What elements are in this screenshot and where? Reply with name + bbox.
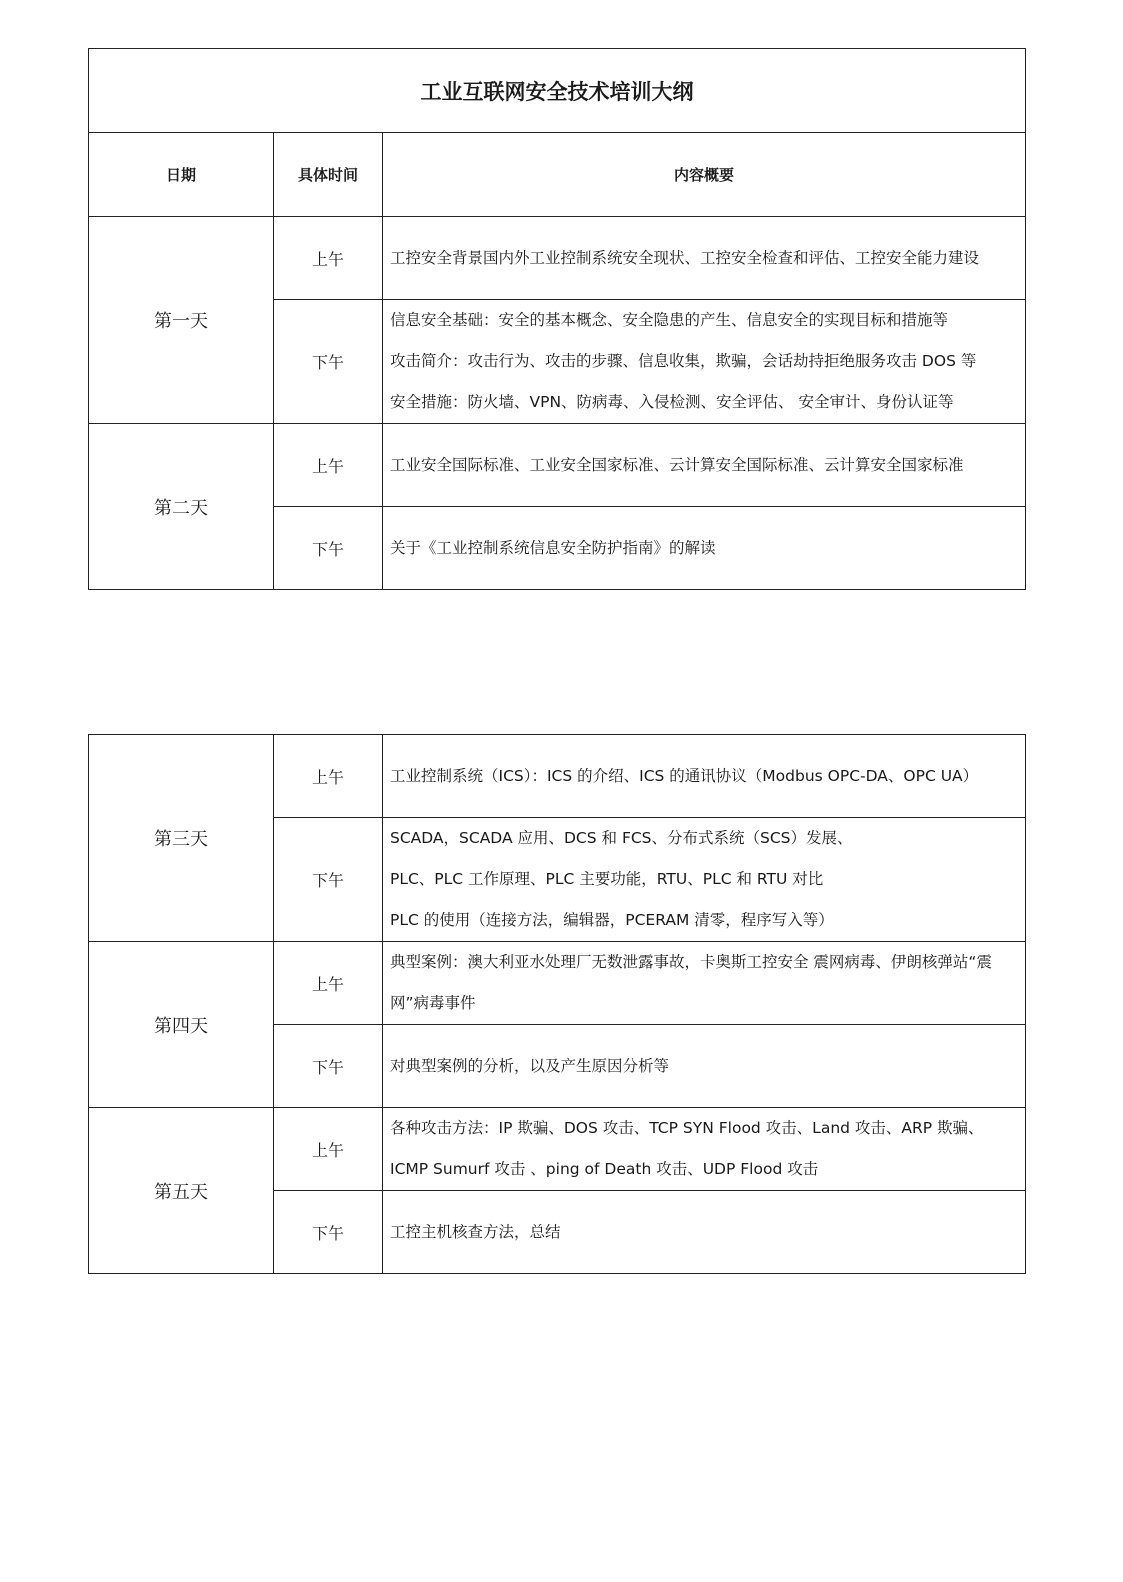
- day-label: 第五天: [89, 1108, 274, 1274]
- session-time: 上午: [274, 735, 383, 818]
- table-row: [89, 217, 1026, 300]
- content-line: 各种攻击方法：IP 欺骗、DOS 攻击、TCP SYN Flood 攻击、Land 攻击、ARP 欺骗、ICMP Sumurf 攻击 、ping of Death 攻击、UDP Flood 攻击: [390, 1119, 984, 1178]
- header-time: 具体时间: [274, 133, 383, 217]
- day-label: 第二天: [89, 424, 274, 590]
- session-content: [383, 1025, 1026, 1108]
- content-line: 工业控制系统（ICS）：ICS 的介绍、ICS 的通讯协议（Modbus OPC-DA、OPC UA）: [390, 766, 979, 785]
- table-row: [89, 1108, 1026, 1191]
- session-content: [383, 300, 1026, 424]
- header-content: 内容概要: [383, 133, 1026, 217]
- session-content: [383, 1191, 1026, 1274]
- content-line: 工控安全背景国内外工业控制系统安全现状、工控安全检查和评估、工控安全能力建设: [390, 248, 980, 267]
- day-label: 第四天: [89, 942, 274, 1108]
- session-time: 上午: [274, 217, 383, 300]
- session-content: [383, 1108, 1026, 1191]
- session-time: 上午: [274, 424, 383, 507]
- content-line: 对典型案例的分析，以及产生原因分析等: [390, 1056, 670, 1075]
- session-content: [383, 217, 1026, 300]
- session-content: [383, 424, 1026, 507]
- content-line: 信息安全基础：安全的基本概念、安全隐患的产生、信息安全的实现目标和措施等: [390, 311, 949, 329]
- content-line: 攻击简介：攻击行为、攻击的步骤、信息收集，欺骗，会话劫持拒绝服务攻击 DOS 等: [390, 352, 977, 370]
- day-label: 第一天: [89, 217, 274, 424]
- content-line: 工控主机核查方法，总结: [390, 1222, 561, 1241]
- content-line: 工业安全国际标准、工业安全国家标准、云计算安全国际标准、云计算安全国家标准: [390, 455, 964, 474]
- session-time: 下午: [274, 818, 383, 942]
- syllabus-table-page-1: [88, 48, 1026, 590]
- document-title: 工业互联网安全技术培训大纲: [89, 49, 1026, 133]
- session-time: 上午: [274, 942, 383, 1025]
- session-content: [383, 507, 1026, 590]
- table-row: [89, 735, 1026, 818]
- syllabus-table-page-2: [88, 734, 1026, 1274]
- content-line: 安全措施：防火墙、VPN、防病毒、入侵检测、安全评估、 安全审计、身份认证等: [390, 393, 954, 411]
- table-row: [89, 424, 1026, 507]
- content-line: 关于《工业控制系统信息安全防护指南》的解读: [390, 538, 716, 557]
- content-line: PLC、PLC 工作原理、PLC 主要功能，RTU、PLC 和 RTU 对比: [390, 870, 824, 888]
- session-content: [383, 735, 1026, 818]
- session-time: 下午: [274, 507, 383, 590]
- session-content: [383, 818, 1026, 942]
- session-time: 下午: [274, 300, 383, 424]
- session-time: 上午: [274, 1108, 383, 1191]
- header-row: [89, 133, 1026, 217]
- table-row: [89, 942, 1026, 1025]
- content-line: 典型案例：澳大利亚水处理厂无数泄露事故，卡奥斯工控安全 震网病毒、伊朗核弹站“震网”病毒事件: [390, 953, 992, 1012]
- header-date: 日期: [89, 133, 274, 217]
- title-row: [89, 49, 1026, 133]
- day-label: 第三天: [89, 735, 274, 942]
- content-line: PLC 的使用（连接方法，编辑器，PCERAM 清零，程序写入等）: [390, 911, 834, 929]
- content-line: SCADA，SCADA 应用、DCS 和 FCS、分布式系统（SCS）发展、: [390, 829, 853, 847]
- session-time: 下午: [274, 1191, 383, 1274]
- session-time: 下午: [274, 1025, 383, 1108]
- session-content: [383, 942, 1026, 1025]
